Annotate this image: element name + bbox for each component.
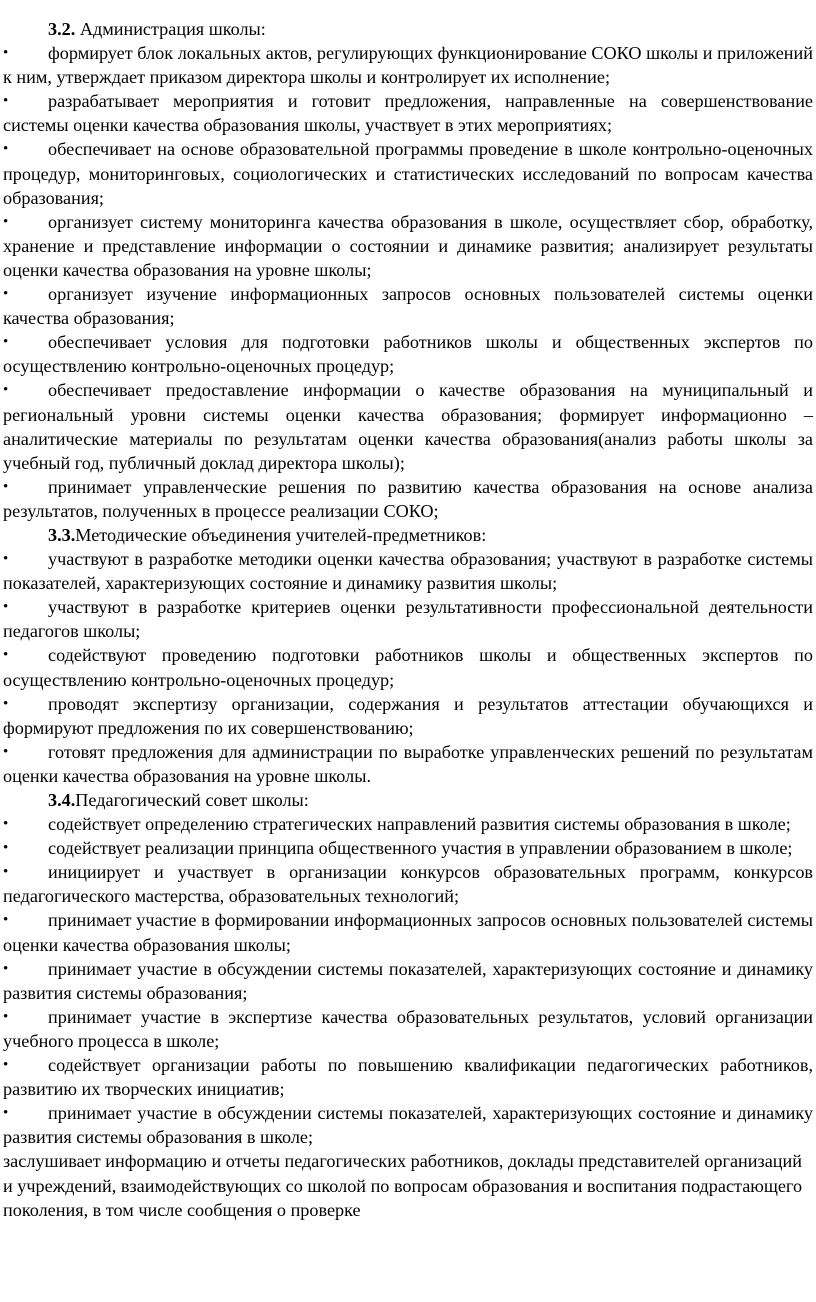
list-item	[3, 1005, 813, 1053]
bullet-icon: •	[3, 1057, 9, 1074]
list-item-text: обеспечивает условия для подготовки работников школы и общественных экспертов по осуществлению контрольно-оценочных процедур;	[3, 332, 813, 377]
list-item	[3, 1101, 813, 1149]
section-title: Педагогический совет школы:	[75, 790, 309, 810]
section-number: 3.4.	[48, 790, 76, 810]
section-number: 3.2.	[48, 19, 76, 39]
list-item	[3, 210, 813, 282]
section-3-2	[3, 17, 813, 523]
list-item-text: формирует блок локальных актов, регулирующих функционирование СОКО школы и приложений к ним, утверждает приказом директора школы и контролирует их исполнение;	[3, 43, 813, 88]
bullet-icon: •	[3, 382, 9, 399]
list-item	[3, 89, 813, 137]
list-item	[3, 41, 813, 89]
bullet-icon: •	[3, 1105, 9, 1122]
bullet-icon: •	[3, 840, 9, 857]
list-item-text: принимает участие в обсуждении системы показателей, характеризующих состояние и динамику развития системы образования в школе;	[3, 1103, 813, 1148]
list-item-text: принимает участие в обсуждении системы показателей, характеризующих состояние и динамику развития системы образования;	[3, 958, 813, 1003]
list-item-text: организует изучение информационных запросов основных пользователей системы оценки качества образования;	[3, 284, 813, 329]
bullet-icon: •	[3, 334, 9, 351]
bullet-icon: •	[3, 1008, 9, 1025]
bullet-icon: •	[3, 912, 9, 929]
list-item	[3, 860, 813, 908]
list-item-text: принимает участие в формировании информационных запросов основных пользователей системы оценки качества образования школы;	[3, 910, 813, 955]
list-item-text: участвуют в разработке критериев оценки результативности профессиональной деятельности педагогов школы;	[3, 597, 813, 642]
document-body	[3, 17, 813, 1222]
list-item-text: обеспечивает на основе образовательной программы проведение в школе контрольно-оценочных процедур, мониторинговых, социологических и статистических исследований по вопросам качества образования;	[3, 139, 813, 208]
section-number: 3.3.	[48, 524, 76, 545]
bullet-icon: •	[3, 695, 9, 712]
section-3-4	[3, 788, 813, 1222]
list-item-text: организует систему мониторинга качества образования в школе, осуществляет сбор, обработку, хранение и представление информации о состоянии и динамике развития; анализирует результаты оценки качества образования на уровне школы;	[3, 211, 813, 280]
bullet-icon: •	[3, 93, 9, 110]
list-item	[3, 378, 813, 474]
list-item-text: содействует организации работы по повышению квалификации педагогических работников, развитию их творческих инициатив;	[3, 1055, 813, 1100]
list-item	[3, 330, 813, 378]
list-item	[3, 740, 813, 788]
list-item	[3, 957, 813, 1005]
list-item	[3, 282, 813, 330]
bullet-icon: •	[3, 647, 9, 664]
list-item-text: содействуют проведению подготовки работников школы и общественных экспертов по осуществлению контрольно-оценочных процедур;	[3, 645, 813, 690]
bullet-icon: •	[3, 551, 9, 568]
list-item	[3, 812, 813, 836]
list-item-text: инициирует и участвует в организации конкурсов образовательных программ, конкурсов педагогического мастерства, образовательных технологий;	[3, 862, 813, 907]
bullet-icon: •	[3, 478, 9, 495]
list-item	[3, 1053, 813, 1101]
section-title: Методические объединения учителей-предметников:	[75, 524, 487, 545]
bullet-icon: •	[3, 45, 9, 62]
bullet-icon: •	[3, 141, 9, 158]
list-item	[3, 692, 813, 740]
section-heading	[3, 788, 813, 812]
list-item	[3, 137, 813, 209]
list-item-text: обеспечивает предоставление информации о качестве образования на муниципальный и региональный уровни системы оценки качества образования; формирует информационно – аналитические материалы по результатам оценки качества образования(анализ работы школы за учебный год, публичный доклад директора школы);	[3, 380, 813, 473]
list-item	[3, 475, 813, 523]
list-item-text: содействует реализации принципа общественного участия в управлении образованием в школе;	[48, 838, 793, 859]
list-item-text: участвуют в разработке методики оценки качества образования; участвуют в разработке системы показателей, характеризующих состояние и динамику развития школы;	[3, 549, 813, 594]
bullet-icon: •	[3, 599, 9, 616]
list-item-text: содействует определению стратегических направлений развития системы образования в школе;	[48, 814, 791, 835]
bullet-icon: •	[3, 213, 9, 230]
section-title: Администрация школы:	[75, 19, 266, 39]
list-item	[3, 908, 813, 956]
bullet-icon: •	[3, 816, 9, 833]
list-item-text: принимает управленческие решения по развитию качества образования на основе анализа результатов, полученных в процессе реализации СОКО;	[3, 476, 813, 521]
list-item-text: проводят экспертизу организации, содержания и результатов аттестации обучающихся и формируют предложения по их совершенствованию;	[3, 693, 813, 738]
bullet-icon: •	[3, 286, 9, 303]
list-item	[3, 643, 813, 691]
bullet-icon: •	[3, 864, 9, 881]
bullet-icon: •	[3, 743, 9, 760]
section-heading	[3, 523, 813, 547]
bullet-icon: •	[3, 960, 9, 977]
list-item-text: принимает участие в экспертизе качества образовательных результатов, условий организации учебного процесса в школе;	[3, 1006, 813, 1051]
list-item	[3, 595, 813, 643]
list-item-text: разрабатывает мероприятия и готовит предложения, направленные на совершенствование системы оценки качества образования школы, участвует в этих мероприятиях;	[3, 91, 813, 136]
section-heading	[3, 17, 813, 41]
section-3-3	[3, 523, 813, 788]
list-item	[3, 836, 813, 860]
list-item	[3, 547, 813, 595]
list-item-text: готовят предложения для администрации по выработке управленческих решений по результатам оценки качества образования на уровне школы.	[3, 741, 813, 786]
trailing-paragraph: заслушивает информацию и отчеты педагогических работников, доклады представителей организаций и учреждений, взаимодействующих со школой по вопросам образования и воспитания подрастающего поколения, в том числе сообщения о проверке	[3, 1151, 803, 1220]
